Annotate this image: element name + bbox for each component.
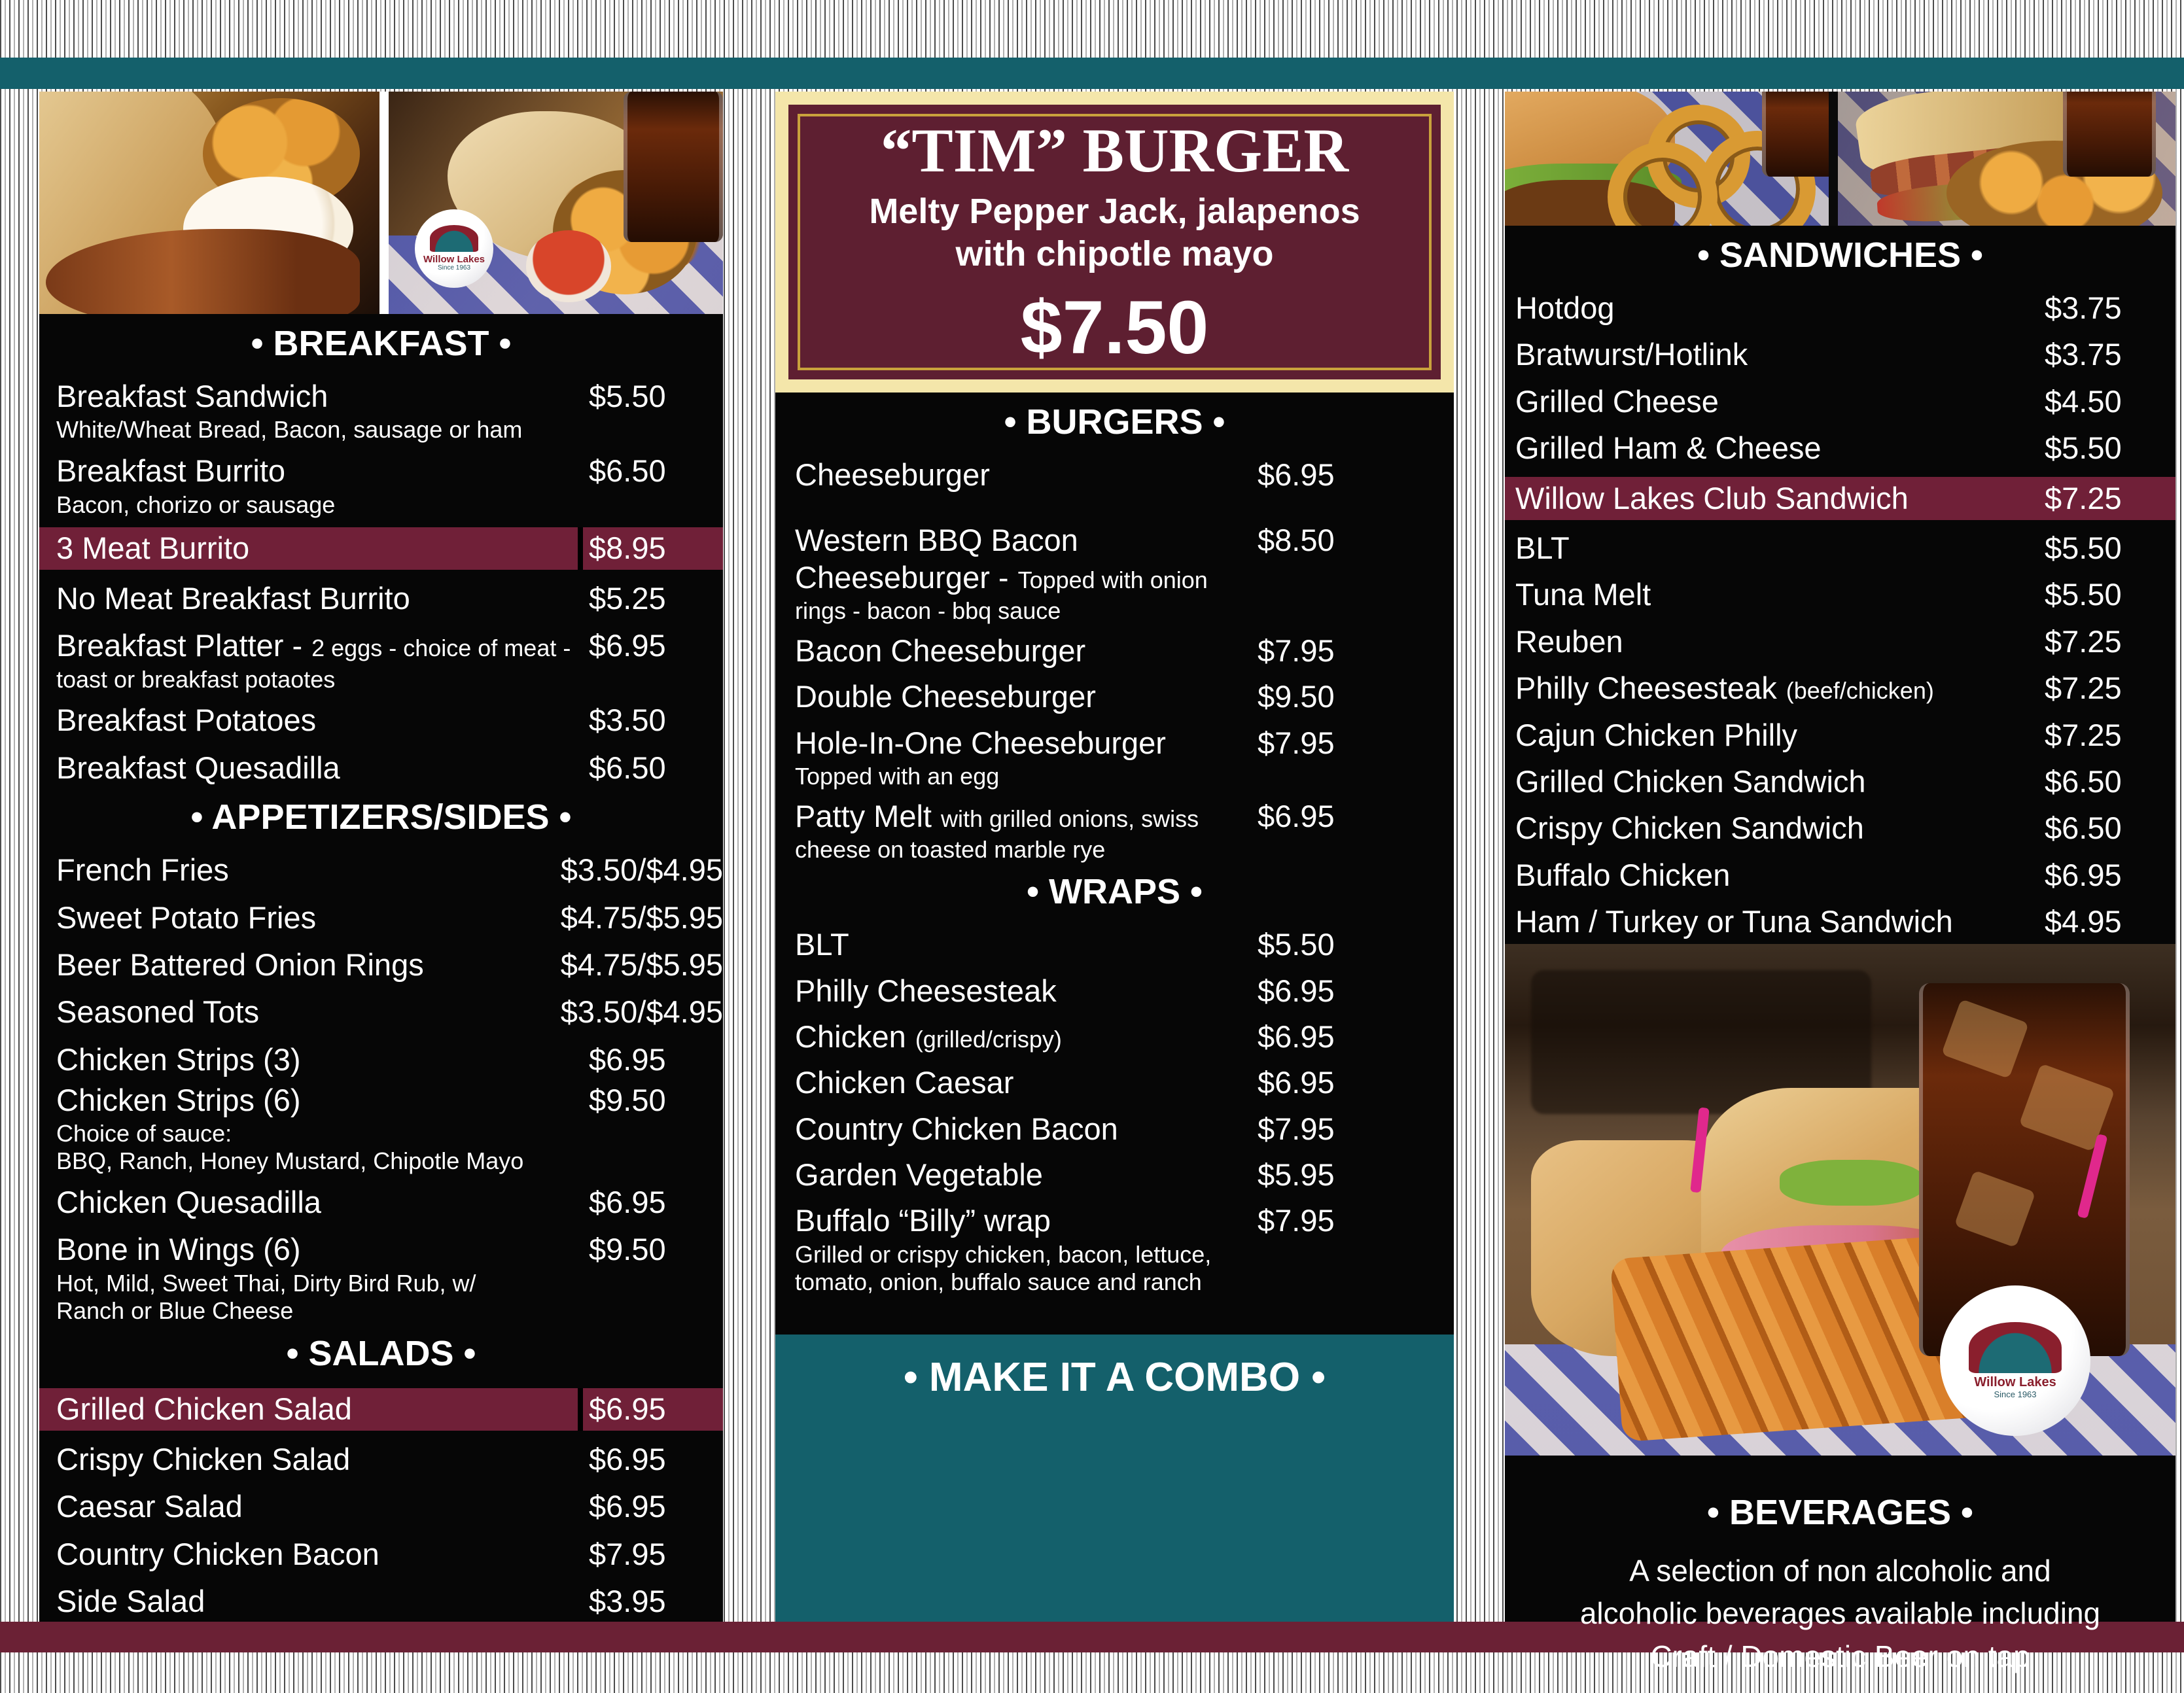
item-price: $9.50 (589, 1232, 666, 1267)
item-text (56, 378, 582, 442)
menu-item-row (39, 1488, 723, 1525)
item-text (795, 926, 1251, 963)
item-name: Bone in Wings (6) (56, 1232, 301, 1267)
menu-item-row (775, 926, 1454, 963)
item-price: $6.50 (589, 453, 666, 489)
item-text (1515, 763, 2038, 800)
logo-since: Since 1963 (437, 264, 471, 272)
beverages-line-1: A selection of non alcoholic and (1629, 1554, 2051, 1588)
item-price: $7.95 (1258, 1203, 1335, 1238)
menu-item-row (1505, 383, 2175, 420)
item-text (1515, 857, 2038, 894)
golf-ball-logo (1940, 1285, 2090, 1436)
menu-item-row (775, 798, 1454, 862)
item-name: Chicken Caesar (795, 1065, 1014, 1100)
item-price: $3.75 (2045, 337, 2122, 372)
salsa-cup (526, 230, 611, 302)
featured-subtitle-line1: Melty Pepper Jack, jalapenos (869, 191, 1360, 231)
item-name: French Fries (56, 852, 229, 888)
item-price: $6.50 (2045, 763, 2122, 799)
item-price: $3.50/$4.95 (560, 994, 723, 1030)
item-name: No Meat Breakfast Burrito (56, 580, 410, 616)
menu-item-row (39, 627, 723, 691)
item-name: BLT (795, 927, 849, 962)
menu-item-row (1505, 717, 2175, 754)
top-teal-bar (0, 58, 2184, 89)
item-inline-desc: (grilled/crispy) (915, 1025, 1062, 1053)
item-price: $5.50 (589, 379, 666, 413)
item-text (56, 947, 554, 983)
right-column (1505, 92, 2175, 1673)
item-desc: Hot, Mild, Sweet Thai, Dirty Bird Rub, w/ (56, 1269, 476, 1297)
item-text (795, 1064, 1251, 1101)
item-name: Grilled Ham & Cheese (1515, 430, 1822, 466)
item-text (56, 994, 554, 1030)
menu-item-row (39, 378, 723, 442)
item-price: $7.95 (1258, 1111, 1335, 1146)
item-name: Willow Lakes Club Sandwich (1515, 480, 1909, 515)
item-name: BLT (1515, 530, 1570, 565)
item-text (795, 1111, 1251, 1147)
item-desc: White/Wheat Bread, Bacon, sausage or ham (56, 416, 523, 444)
item-price: $7.25 (2045, 623, 2122, 659)
item-name: Bacon Cheeseburger (795, 633, 1086, 668)
menu-item-row (39, 1441, 723, 1478)
item-name: Crispy Chicken Sandwich (1515, 811, 1864, 846)
item-price: $7.25 (2045, 480, 2122, 515)
item-text (56, 1441, 582, 1478)
item-name: Reuben (1515, 623, 1623, 659)
menu-item-row (39, 1536, 723, 1573)
menu-item-row (1505, 336, 2175, 373)
item-text (56, 1041, 582, 1078)
item-name: Seasoned Tots (56, 994, 260, 1030)
item-desc-2: Ranch or Blue Cheese (56, 1297, 294, 1324)
item-price: $6.95 (1258, 1019, 1335, 1054)
menu-item-row (39, 527, 723, 569)
menu-item-row (1505, 763, 2175, 800)
item-price: $9.50 (1258, 679, 1335, 714)
item-name: Philly Cheesesteak (795, 973, 1057, 1008)
menu-item-row (775, 1157, 1454, 1193)
item-text (1515, 810, 2038, 846)
right-menu (1505, 226, 2175, 944)
item-price: $4.75/$5.95 (560, 947, 723, 982)
ice-cube (1954, 1170, 2036, 1248)
logo-name: Willow Lakes (1974, 1374, 2056, 1389)
item-text (795, 457, 1251, 493)
left-column (39, 92, 723, 1622)
item-text (56, 1391, 582, 1427)
item-text (56, 627, 582, 691)
item-name: Chicken Quesadilla (56, 1185, 321, 1220)
item-text (795, 798, 1251, 862)
item-name: Country Chicken Bacon (795, 1111, 1118, 1146)
item-price: $8.95 (589, 531, 666, 566)
item-price: $5.95 (1258, 1157, 1335, 1193)
combo-box (775, 1335, 1454, 1622)
featured-subtitle-line2: with chipotle mayo (955, 234, 1274, 274)
featured-item-title: “TIM” BURGER (880, 115, 1349, 185)
item-text (56, 1082, 582, 1174)
item-name: Ham / Turkey or Tuna Sandwich (1515, 904, 1953, 939)
menu-item-row (39, 994, 723, 1030)
item-name: Hotdog (1515, 290, 1615, 325)
section-title-breakfast: • BREAKFAST • (251, 324, 512, 363)
item-name: Garden Vegetable (795, 1157, 1043, 1193)
photo-blt-tots (1838, 92, 2175, 226)
item-name: Chicken Strips (3) (56, 1041, 301, 1077)
item-text (1515, 430, 2038, 466)
photo-club-sandwich-platter (1505, 944, 2175, 1456)
item-text (1515, 576, 2038, 613)
item-price: $6.95 (589, 1041, 666, 1077)
left-menu (39, 314, 723, 1622)
item-desc: rings - bacon - bbq sauce (795, 597, 1061, 625)
item-name: Grilled Chicken Sandwich (1515, 763, 1866, 799)
item-name: Chicken (795, 1019, 906, 1054)
menu-item-row (39, 580, 723, 617)
item-price: $4.95 (2045, 904, 2122, 939)
photo-veggie-burger (1505, 92, 1829, 226)
item-price: $5.50 (2045, 430, 2122, 466)
wrap-items (775, 926, 1454, 1294)
item-text (795, 678, 1251, 715)
item-text (56, 453, 582, 517)
menu-item-row (39, 702, 723, 739)
menu-item-row (775, 633, 1454, 669)
item-name: Western BBQ Bacon (795, 523, 1078, 558)
item-name: Buffalo Chicken (1515, 857, 1731, 892)
item-text (56, 1488, 582, 1525)
item-name: Hole-In-One Cheeseburger (795, 725, 1166, 760)
item-name: Crispy Chicken Salad (56, 1441, 351, 1476)
item-inline-desc: (beef/chicken) (1786, 677, 1934, 705)
menu-item-row (775, 522, 1454, 623)
item-name: Caesar Salad (56, 1489, 243, 1524)
item-name: Breakfast Potatoes (56, 703, 317, 738)
item-text (795, 973, 1251, 1009)
menu-item-row (775, 1202, 1454, 1294)
item-text (795, 725, 1251, 789)
item-text (1515, 530, 2038, 567)
item-name: Tuna Melt (1515, 577, 1651, 612)
item-name: Sweet Potato Fries (56, 899, 317, 935)
combo-title: • MAKE IT A COMBO • (903, 1355, 1326, 1400)
menu-item-row (39, 750, 723, 786)
middle-menu (775, 393, 1454, 1335)
item-text (795, 522, 1251, 623)
item-name: Grilled Chicken Salad (56, 1391, 352, 1427)
item-price: $4.75/$5.95 (560, 899, 723, 935)
item-price: $4.50 (2045, 383, 2122, 419)
item-text (56, 750, 582, 786)
burger-items (775, 457, 1454, 862)
item-name: Philly Cheesesteak (1515, 671, 1777, 706)
item-text (56, 1536, 582, 1573)
item-inline-desc: 2 eggs - choice of meat - (311, 635, 571, 662)
item-text (795, 633, 1251, 669)
breakfast-items (39, 378, 723, 786)
item-name: Patty Melt (795, 798, 932, 833)
item-text (56, 580, 582, 617)
item-text (795, 1157, 1251, 1193)
item-text (1515, 670, 2038, 707)
item-price: $6.95 (1258, 457, 1335, 492)
appetizer-items (39, 852, 723, 1323)
item-price: $6.95 (589, 1489, 666, 1524)
item-text (1515, 623, 2038, 660)
menu-item-row (39, 1041, 723, 1078)
menu-item-row (1505, 530, 2175, 567)
item-name: Breakfast Sandwich (56, 379, 328, 413)
item-name: Buffalo “Billy” wrap (795, 1203, 1051, 1238)
photo-divider (1829, 92, 1838, 226)
item-price: $6.95 (589, 1391, 666, 1427)
item-name: Double Cheeseburger (795, 679, 1096, 714)
item-inline-desc: with grilled onions, swiss (940, 805, 1199, 832)
left-photo-strip (39, 92, 723, 314)
menu-item-row (1505, 477, 2175, 520)
item-price: $6.50 (2045, 811, 2122, 846)
menu-item-row (775, 457, 1454, 493)
logo-mountain-icon (430, 225, 478, 252)
menu-item-row (39, 852, 723, 888)
cola-glass (624, 92, 723, 242)
featured-item-price: $7.50 (1020, 286, 1209, 370)
item-price: $7.25 (2045, 671, 2122, 706)
menu-item-row (775, 725, 1454, 789)
item-text (56, 852, 554, 888)
section-title-sandwiches: • SANDWICHES • (1697, 236, 1983, 275)
item-name: Beer Battered Onion Rings (56, 947, 424, 982)
item-text (1515, 383, 2038, 420)
item-price: $5.50 (2045, 530, 2122, 565)
beverages-line-3: Craft / Domestic Beer on tap (1650, 1639, 2030, 1673)
item-name: Breakfast Quesadilla (56, 750, 340, 785)
logo-mountain-icon (1969, 1322, 2062, 1373)
menu-item-row (1505, 576, 2175, 613)
menu-item-row (775, 678, 1454, 715)
photo-divider (379, 92, 389, 314)
menu-item-row (775, 1019, 1454, 1055)
item-price: $7.95 (1258, 725, 1335, 760)
item-price: $8.50 (1258, 523, 1335, 558)
item-desc: cheese on toasted marble rye (795, 836, 1106, 864)
menu-item-row (39, 1082, 723, 1174)
logo-name: Willow Lakes (423, 253, 485, 265)
photo-breakfast-burrito (389, 92, 723, 314)
item-text (1515, 903, 2038, 940)
item-text (56, 899, 554, 936)
item-desc: toast or breakfast potaotes (56, 665, 336, 693)
item-price: $9.50 (589, 1083, 666, 1118)
menu-item-row (1505, 903, 2175, 940)
menu-item-row (775, 973, 1454, 1009)
item-name: Breakfast Platter - (56, 628, 303, 663)
cola-glass (2063, 92, 2156, 177)
item-name: Country Chicken Bacon (56, 1536, 379, 1571)
item-text (795, 1019, 1251, 1055)
item-price: $6.95 (2045, 857, 2122, 892)
item-desc-2: BBQ, Ranch, Honey Mustard, Chipotle Mayo (56, 1147, 524, 1175)
item-name-2: Cheeseburger - (795, 559, 1009, 595)
item-price: $3.95 (589, 1584, 666, 1618)
menu-item-row (39, 453, 723, 517)
right-photo-strip (1505, 92, 2175, 226)
featured-item-content (788, 105, 1441, 379)
section-title-salads: • SALADS • (286, 1334, 476, 1374)
photo-breakfast-plate (39, 92, 379, 314)
menu-item-row (1505, 290, 2175, 326)
item-text (56, 702, 582, 739)
item-price: $6.95 (589, 628, 666, 663)
sandwich-items (1505, 290, 2175, 940)
featured-item-subtitle (869, 190, 1360, 277)
item-price: $7.95 (589, 1536, 666, 1571)
item-text (1515, 480, 2038, 517)
item-desc: Grilled or crispy chicken, bacon, lettuce, (795, 1240, 1212, 1268)
logo-since: Since 1963 (1994, 1389, 2037, 1399)
item-name: Side Salad (56, 1584, 205, 1618)
menu-item-row (39, 1583, 723, 1620)
section-title-wraps: • WRAPS • (1027, 872, 1203, 912)
item-name: Bratwurst/Hotlink (1515, 337, 1748, 372)
beverages-line-2: alcoholic beverages available including (1579, 1596, 2101, 1631)
menu-item-row (39, 947, 723, 983)
item-price: $6.95 (589, 1441, 666, 1476)
section-title-appetizers: • APPETIZERS/SIDES • (190, 797, 572, 837)
item-name: Cheeseburger (795, 457, 990, 492)
item-inline-desc-2: Topped with onion (1017, 566, 1208, 593)
menu-item-row (39, 899, 723, 936)
item-desc: Choice of sauce: (56, 1120, 232, 1147)
item-text (795, 1202, 1251, 1294)
item-price: $6.95 (1258, 798, 1335, 833)
lettuce-layer (1780, 1160, 1924, 1206)
item-text (1515, 336, 2038, 373)
item-price: $5.25 (589, 580, 666, 616)
item-text (56, 1231, 582, 1323)
item-desc-2: tomato, onion, buffalo sauce and ranch (795, 1268, 1202, 1295)
item-price: $6.50 (589, 750, 666, 785)
menu-item-row (1505, 857, 2175, 894)
menu-item-row (1505, 670, 2175, 707)
item-name: Chicken Strips (6) (56, 1083, 301, 1118)
item-text (56, 530, 582, 567)
item-desc: Bacon, chorizo or sausage (56, 491, 336, 518)
menu-item-row (1505, 430, 2175, 466)
item-name: Cajun Chicken Philly (1515, 717, 1798, 752)
item-name: 3 Meat Burrito (56, 531, 250, 566)
menu-item-row (39, 1388, 723, 1430)
featured-item-box (775, 92, 1454, 393)
item-price: $6.95 (589, 1185, 666, 1220)
menu-item-row (39, 1231, 723, 1323)
golf-ball-logo (415, 209, 493, 288)
item-name: Breakfast Burrito (56, 453, 286, 489)
item-price: $5.50 (2045, 577, 2122, 612)
beverages-section (1505, 1456, 2175, 1673)
item-price: $5.50 (1258, 927, 1335, 962)
item-text (1515, 717, 2038, 754)
menu-item-row (1505, 623, 2175, 660)
item-name: Grilled Cheese (1515, 383, 1719, 419)
item-desc: Topped with an egg (795, 763, 1000, 790)
item-price: $6.95 (1258, 973, 1335, 1008)
item-text (56, 1184, 582, 1221)
item-price: $3.50/$4.95 (560, 852, 723, 888)
section-title-beverages: • BEVERAGES • (1707, 1493, 1973, 1532)
item-price: $6.95 (1258, 1065, 1335, 1100)
item-price: $3.50 (589, 703, 666, 738)
ice-cube (1941, 999, 2029, 1079)
menu-item-row (1505, 810, 2175, 846)
menu-item-row (775, 1111, 1454, 1147)
item-text (1515, 290, 2038, 326)
menu-item-row (39, 1184, 723, 1221)
item-price: $7.25 (2045, 717, 2122, 752)
item-price: $3.75 (2045, 290, 2122, 325)
item-price: $7.95 (1258, 633, 1335, 668)
menu-item-row (775, 1064, 1454, 1101)
cola-glass (1762, 92, 1829, 177)
section-title-burgers: • BURGERS • (1004, 402, 1225, 442)
item-text (56, 1583, 582, 1620)
middle-column (775, 92, 1454, 1622)
salad-items (39, 1388, 723, 1620)
